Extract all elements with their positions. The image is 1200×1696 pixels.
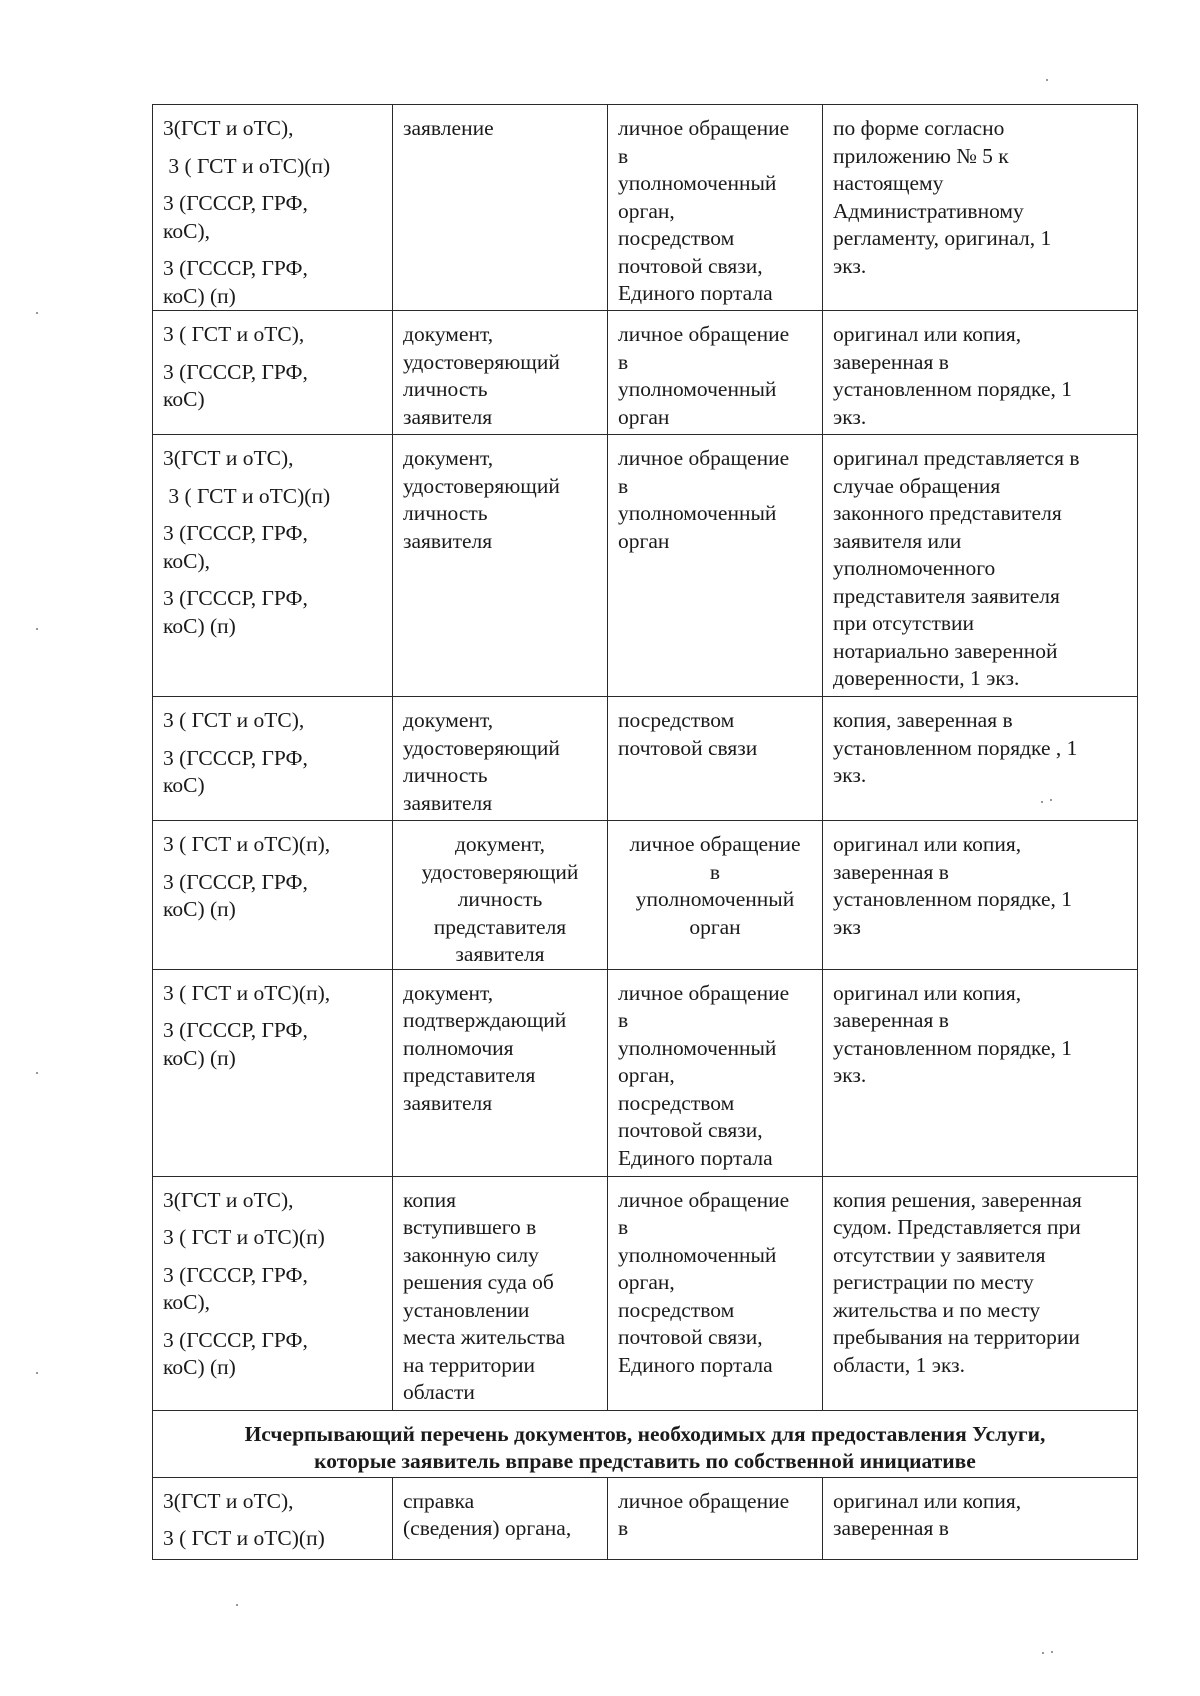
table-row [153, 311, 1138, 435]
document-cell [393, 969, 608, 1176]
requirements-cell [823, 311, 1138, 435]
category-text: 3(ГСТ и оТС), [163, 446, 294, 470]
table-row [153, 697, 1138, 821]
section-heading-cell [153, 1410, 1138, 1477]
scan-speck [36, 1372, 38, 1374]
category-text: 3 (ГСССР, ГРФ, коС) (п) [163, 869, 308, 921]
documents-table [152, 104, 1138, 1560]
category-text: 3 ( ГСТ и оТС), [163, 708, 305, 732]
applicant-category-cell [153, 311, 393, 435]
method-text: личное обращение в уполномоченный орган, посредством почтовой связи, Единого портала [618, 980, 790, 1170]
table-row [153, 1477, 1138, 1559]
document-text: документ, удостоверяющий личность заявителя [403, 708, 560, 815]
category-text: 3 (ГСССР, ГРФ, коС) (п) [163, 586, 308, 638]
requirements-cell [823, 821, 1138, 970]
table-row [153, 435, 1138, 697]
submission-method-cell [608, 105, 823, 311]
document-text: заявление [403, 116, 494, 140]
category-text: 3 (ГСССР, ГРФ, коС), [163, 191, 308, 243]
method-text: личное обращение в уполномоченный орган [629, 832, 801, 939]
requirements-text: по форме согласно приложению № 5 к настоящему Административному регламенту, оригинал, 1 экз. [833, 116, 1052, 278]
requirements-text: копия, заверенная в установленном порядке , 1 экз. [833, 708, 1078, 787]
category-text: 3 (ГСССР, ГРФ, коС) (п) [163, 1018, 308, 1070]
requirements-text: оригинал или копия, заверенная в [833, 1488, 1022, 1540]
scan-speck [1051, 1651, 1053, 1653]
category-text: 3 ( ГСТ и оТС)(п) [163, 1225, 325, 1249]
category-text: 3 (ГСССР, ГРФ, коС) (п) [163, 256, 308, 308]
category-text: 3(ГСТ и оТС), [163, 1488, 294, 1513]
category-text: 3 ( ГСТ и оТС)(п) [163, 153, 331, 178]
scan-speck [36, 1072, 38, 1074]
table-row [153, 969, 1138, 1176]
applicant-category-cell [153, 1176, 393, 1410]
document-text: документ, удостоверяющий личность заявителя [403, 446, 560, 553]
section-heading-row [153, 1410, 1138, 1477]
submission-method-cell [608, 1176, 823, 1410]
category-text: 3 (ГСССР, ГРФ, коС), [163, 1262, 308, 1314]
document-text: документ, удостоверяющий личность представителя заявителя [421, 832, 579, 966]
document-text: документ, удостоверяющий личность заявителя [403, 322, 560, 429]
requirements-cell [823, 1176, 1138, 1410]
scan-speck [36, 628, 38, 630]
applicant-category-cell [153, 821, 393, 970]
scan-speck [1041, 801, 1043, 803]
applicant-category-cell [153, 697, 393, 821]
method-text: личное обращение в уполномоченный орган [618, 322, 790, 429]
submission-method-cell [608, 821, 823, 970]
scan-speck [1050, 799, 1052, 801]
category-text: 3 ( ГСТ и оТС)(п), [163, 980, 331, 1005]
applicant-category-cell [153, 969, 393, 1176]
document-cell [393, 1477, 608, 1559]
method-text: личное обращение в уполномоченный орган, посредством почтовой связи, Единого портала [618, 1187, 790, 1377]
category-text: 3 ( ГСТ и оТС), [163, 322, 305, 346]
requirements-cell [823, 969, 1138, 1176]
table-row [153, 1176, 1138, 1410]
scan-speck [36, 312, 38, 314]
section-heading: Исчерпывающий перечень документов, необходимых для предоставления Услуги, которые заявитель вправе представить по собственной инициативе [244, 1421, 1046, 1473]
category-text: 3 (ГСССР, ГРФ, коС) [163, 359, 308, 411]
document-cell [393, 435, 608, 697]
document-cell [393, 105, 608, 311]
category-text: 3 ( ГСТ и оТС)(п), [163, 832, 331, 856]
document-cell [393, 697, 608, 821]
submission-method-cell [608, 697, 823, 821]
submission-method-cell [608, 1477, 823, 1559]
table-row [153, 105, 1138, 311]
document-text: документ, подтверждающий полномочия представителя заявителя [403, 980, 567, 1115]
category-text: 3 (ГСССР, ГРФ, коС) (п) [163, 1327, 308, 1379]
requirements-text: копия решения, заверенная судом. Представляется при отсутствии у заявителя регистрации по месту жительства и по месту пребывания на территории области, 1 экз. [833, 1187, 1082, 1377]
requirements-text: оригинал или копия, заверенная в установленном порядке, 1 экз [833, 832, 1073, 939]
scan-speck [1042, 1652, 1044, 1654]
scan-speck [236, 1604, 238, 1606]
scan-speck [1046, 79, 1048, 81]
category-text: 3 ( ГСТ и оТС)(п) [163, 483, 331, 508]
category-text: 3 (ГСССР, ГРФ, коС), [163, 521, 308, 573]
document-cell [393, 1176, 608, 1410]
submission-method-cell [608, 435, 823, 697]
category-text: 3(ГСТ и оТС), [163, 116, 294, 140]
requirements-text: оригинал или копия, заверенная в установленном порядке, 1 экз. [833, 322, 1073, 429]
requirements-cell [823, 1477, 1138, 1559]
submission-method-cell [608, 311, 823, 435]
applicant-category-cell [153, 1477, 393, 1559]
category-text: 3 (ГСССР, ГРФ, коС) [163, 745, 308, 797]
document-cell [393, 311, 608, 435]
requirements-text: оригинал или копия, заверенная в установленном порядке, 1 экз. [833, 980, 1073, 1087]
document-cell [393, 821, 608, 970]
requirements-cell [823, 105, 1138, 311]
submission-method-cell [608, 969, 823, 1176]
method-text: личное обращение в уполномоченный орган [618, 446, 790, 553]
method-text: личное обращение в [618, 1488, 790, 1540]
requirements-cell [823, 697, 1138, 821]
applicant-category-cell [153, 435, 393, 697]
table-row [153, 821, 1138, 970]
document-text: справка (сведения) органа, [403, 1488, 572, 1540]
category-text: 3 ( ГСТ и оТС)(п) [163, 1526, 325, 1550]
requirements-cell [823, 435, 1138, 697]
document-text: копия вступившего в законную силу решения суда об установлении места жительства на территории области [403, 1187, 565, 1404]
requirements-text: оригинал представляется в случае обращения законного представителя заявителя или уполномоченного представителя заявителя при отсутствии нотариально заверенной доверенности, 1 экз. [833, 446, 1080, 690]
method-text: личное обращение в уполномоченный орган, посредством почтовой связи, Единого портала [618, 116, 790, 305]
category-text: 3(ГСТ и оТС), [163, 1187, 294, 1212]
method-text: посредством почтовой связи [618, 708, 758, 760]
applicant-category-cell [153, 105, 393, 311]
